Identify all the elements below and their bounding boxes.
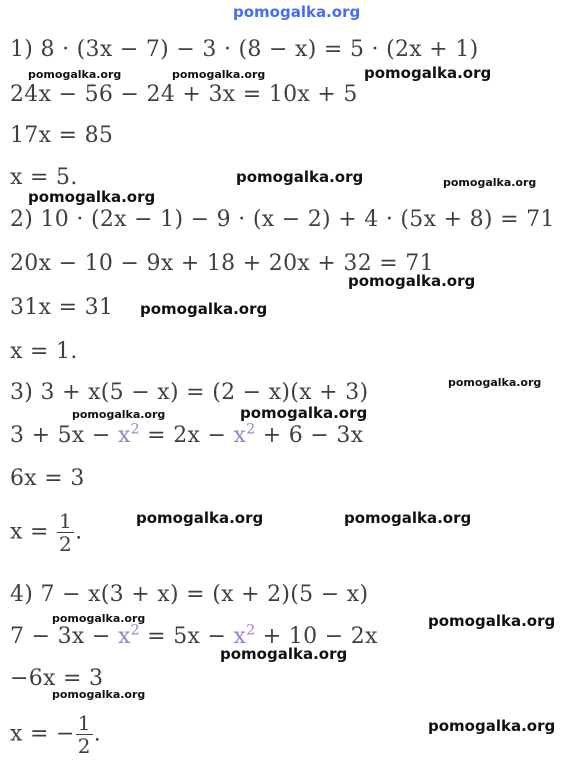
problem-3-answer-lhs: x = [10, 519, 57, 545]
watermark: pomogalka.org [428, 717, 556, 735]
watermark: pomogalka.org [428, 612, 556, 630]
problem-2-step-1: 20x − 10 − 9x + 18 + 20x + 32 = 71 [10, 251, 434, 276]
problem-2-step-2: 31x = 31 [10, 295, 114, 320]
problem-4-x-squared-right: x [233, 624, 247, 649]
problem-4-x-squared-left: x [117, 624, 131, 649]
problem-1-step-2: 17x = 85 [10, 123, 114, 148]
watermark: pomogalka.org [344, 509, 472, 527]
watermark: pomogalka.org [28, 188, 156, 206]
problem-4-step-1-part-c: + 10 − 2x [255, 624, 378, 649]
exponent: 2 [130, 421, 140, 438]
watermark: pomogalka.org [136, 509, 264, 527]
problem-3-step-1 [10, 423, 363, 449]
watermark: pomogalka.org [140, 300, 268, 318]
problem-4-statement: 4) 7 − x(3 + x) = (x + 2)(5 − x) [10, 582, 369, 607]
exponent: 2 [246, 421, 256, 438]
problem-4-answer-end: . [93, 721, 102, 747]
watermark-top: pomogalka.org [233, 3, 361, 21]
watermark: pomogalka.org [172, 68, 266, 81]
problem-4-step-2: −6x = 3 [10, 666, 104, 691]
problem-3-x-squared-left: x [117, 423, 131, 448]
fraction-numerator: 1 [77, 711, 91, 735]
problem-4-answer [10, 712, 101, 757]
fraction [57, 510, 74, 555]
problem-1-step-1: 24x − 56 − 24 + 3x = 10x + 5 [10, 82, 358, 107]
problem-4-step-1-part-b: = 5x − [139, 624, 234, 649]
watermark: pomogalka.org [364, 64, 492, 82]
problem-3-answer [10, 510, 82, 555]
watermark: pomogalka.org [240, 404, 368, 422]
exponent: 2 [246, 622, 256, 639]
exponent: 2 [130, 622, 140, 639]
problem-4-answer-lhs: x = − [10, 721, 75, 747]
problem-1-answer: x = 5. [10, 165, 78, 190]
problem-3-step-1-part-a: 3 + 5x − [10, 423, 118, 448]
watermark: pomogalka.org [443, 176, 537, 189]
fraction [76, 712, 93, 757]
problem-2-answer: x = 1. [10, 339, 78, 364]
watermark: pomogalka.org [28, 68, 122, 81]
watermark: pomogalka.org [220, 645, 348, 663]
problem-3-x-squared-right: x [233, 423, 247, 448]
problem-3-step-1-part-b: = 2x − [139, 423, 234, 448]
fraction-numerator: 1 [59, 509, 73, 533]
watermark: pomogalka.org [72, 408, 166, 421]
problem-2-statement: 2) 10 · (2x − 1) − 9 · (x − 2) + 4 · (5x + 8) = 71 [10, 207, 555, 232]
watermark: pomogalka.org [448, 376, 542, 389]
watermark: pomogalka.org [52, 612, 146, 625]
watermark: pomogalka.org [348, 272, 476, 290]
problem-4-step-1-part-a: 7 − 3x − [10, 624, 118, 649]
problem-3-statement: 3) 3 + x(5 − x) = (2 − x)(x + 3) [10, 380, 369, 405]
problem-3-step-1-part-c: + 6 − 3x [255, 423, 364, 448]
fraction-denominator: 2 [59, 532, 73, 556]
watermark: pomogalka.org [52, 688, 146, 701]
fraction-denominator: 2 [77, 734, 91, 758]
watermark: pomogalka.org [236, 168, 364, 186]
problem-3-answer-end: . [75, 519, 83, 545]
problem-3-step-2: 6x = 3 [10, 466, 85, 491]
problem-1-statement: 1) 8 · (3x − 7) − 3 · (8 − x) = 5 · (2x + 1) [10, 37, 479, 62]
